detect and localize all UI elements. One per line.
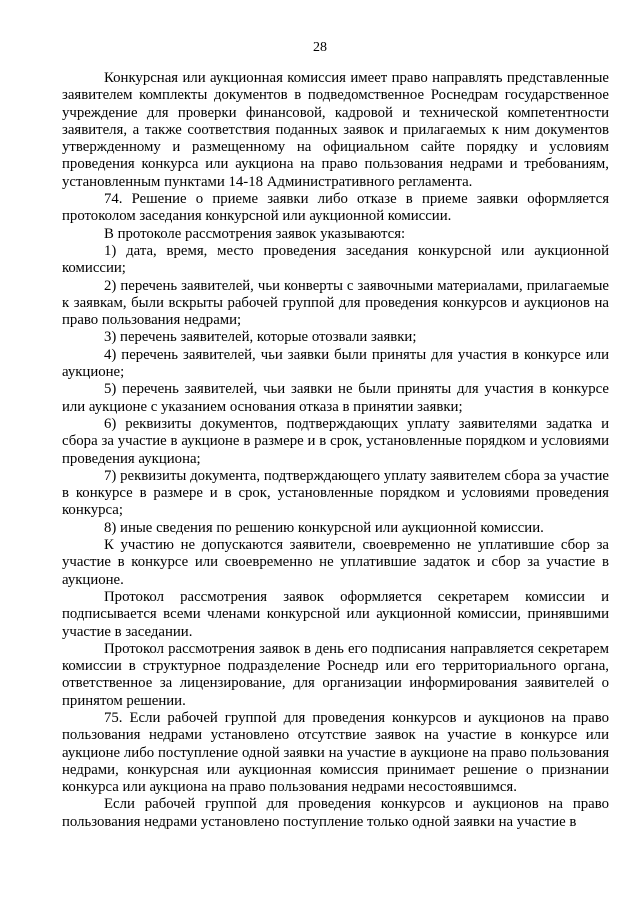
list-item-5: 5) перечень заявителей, чьи заявки не были приняты для участия в конкурсе или аукционе с указанием основания отказа в принятии заявки; bbox=[62, 381, 609, 415]
paragraph-protocol-sending: Протокол рассмотрения заявок в день его подписания направляется секретарем комиссии в структурное подразделение Роснедр или его территориального органа, ответственное за лицензирование, для организации информирования заявителей о принятом решении. bbox=[62, 640, 609, 709]
page-number: 28 bbox=[313, 40, 327, 55]
list-item-2: 2) перечень заявителей, чьи конверты с заявочными материалами, прилагаемые к заявкам, были вскрыты рабочей группой для проведения конкурсов и аукционов на право пользования недрами; bbox=[62, 277, 609, 329]
paragraph-75: 75. Если рабочей группой для проведения конкурсов и аукционов на право пользования недрами установлено отсутствие заявок на участие в конкурсе или аукционе либо поступление одной заявки на участие в аукционе на право пользования недрами, конкурсная или аукционная комиссия принимает решение о признании конкурса или аукциона на право пользования недрами несостоявшимся. bbox=[62, 709, 609, 796]
list-item-6: 6) реквизиты документов, подтверждающих уплату заявителями задатка и сбора за участие в аукционе в размере и в срок, установленные порядком и условиями проведения аукциона; bbox=[62, 415, 609, 467]
list-item-3: 3) перечень заявителей, которые отозвали заявки; bbox=[104, 329, 417, 346]
paragraph-single-application: Если рабочей группой для проведения конкурсов и аукционов на право пользования недрами установлено поступление только одной заявки на участие в bbox=[62, 796, 609, 830]
list-item-4: 4) перечень заявителей, чьи заявки были приняты для участия в конкурсе или аукционе; bbox=[62, 346, 609, 381]
paragraph-commission-right: Конкурсная или аукционная комиссия имеет право направлять представленные заявителем комплекты документов в подведомственное Роснедрам государственное учреждение для проверки финансовой, кадровой и технической компетентности заявителя, а также соответствия поданных заявок и прилагаемых к ним документов утвержденному и размещенному на официальном сайте порядку и условиям проведения конкурса или аукциона на право пользования недрами и требованиям, установленным пунктами 14-18 Административного регламента. bbox=[62, 70, 609, 190]
paragraph-74: 74. Решение о приеме заявки либо отказе в приеме заявки оформляется протоколом заседания конкурсной или аукционной комиссии. bbox=[62, 191, 609, 225]
paragraph-protocol-intro: В протоколе рассмотрения заявок указываются: bbox=[104, 225, 406, 242]
list-item-7: 7) реквизиты документа, подтверждающего уплату заявителем сбора за участие в конкурсе в размере и в срок, установленные порядком и условиями проведения конкурса; bbox=[62, 467, 609, 519]
list-item-8: 8) иные сведения по решению конкурсной или аукционной комиссии. bbox=[104, 519, 544, 536]
paragraph-not-admitted: К участию не допускаются заявители, своевременно не уплатившие сбор за участие в конкурсе или своевременно не уплатившие задаток и сбор за участие в аукционе. bbox=[62, 537, 609, 588]
list-item-1: 1) дата, время, место проведения заседания конкурсной или аукционной комиссии; bbox=[62, 242, 609, 277]
document-body bbox=[62, 70, 609, 831]
paragraph-protocol-signing: Протокол рассмотрения заявок оформляется секретарем комиссии и подписывается всеми членами конкурсной или аукционной комиссии, принявшими участие в заседании. bbox=[62, 588, 609, 640]
